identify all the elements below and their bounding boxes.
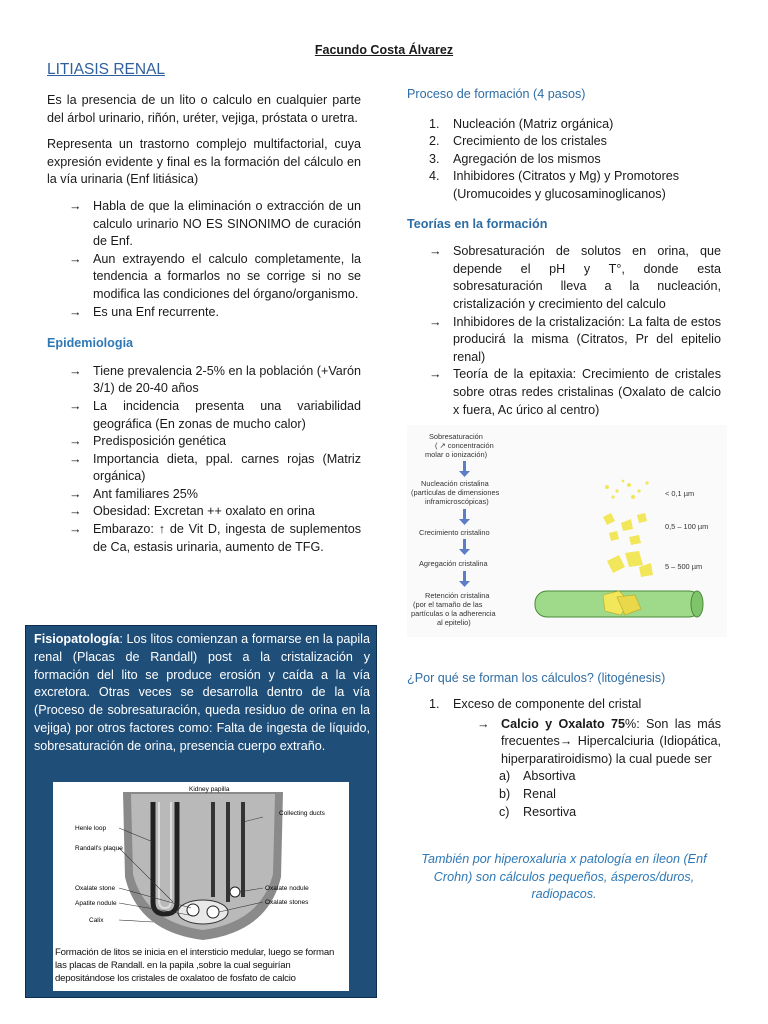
label-randall-plaque: Randall's plaque	[75, 845, 123, 852]
calcio-oxalato-list	[477, 716, 721, 769]
hipercalciuria-types	[499, 768, 721, 821]
fisiopatologia-text	[34, 631, 370, 756]
intro-paragraph-2: Representa un trastorno complejo multifactorial, cuya expresión evidente y final es la formación del cálculo en la vía urinaria (Enf litiásica)	[47, 137, 361, 187]
svg-text:al epitelio): al epitelio)	[437, 618, 471, 627]
svg-text:inframicroscópicas): inframicroscópicas)	[425, 497, 489, 506]
svg-text:Nucleación cristalina: Nucleación cristalina	[421, 479, 489, 488]
list-item: → Inhibidores de la cristalización: La falta de estos producirá la misma (Citratos, Pr del epitelio renal)	[429, 314, 721, 367]
litogenesis-section	[407, 696, 721, 821]
label-collecting-ducts: Collecting ducts	[279, 810, 325, 817]
proceso-list	[429, 116, 721, 204]
svg-text:Agregación cristalina: Agregación cristalina	[419, 559, 488, 568]
svg-text:5 – 500 µm: 5 – 500 µm	[665, 562, 703, 571]
label-apatite-nodule: Apatite nodule	[75, 900, 117, 907]
intro-paragraph-1: Es la presencia de un lito o calculo en cualquier parte del árbol urinario, riñón, uréter, vejiga, próstata o uretra.	[47, 93, 361, 125]
right-column	[407, 86, 721, 429]
list-item: 4. Inhibidores (Citratos y Mg) y Promotores (Uromucoides y glucosaminoglicanos)	[429, 169, 680, 201]
teorias-heading: Teorías en la formación	[407, 216, 548, 231]
author-name: Facundo Costa Álvarez	[314, 43, 454, 57]
page-title: LITIASIS RENAL	[47, 61, 166, 78]
calcio-oxalato-bold: Calcio y Oxalato 75	[501, 716, 625, 731]
svg-text:Retención cristalina: Retención cristalina	[425, 591, 490, 600]
list-item: 1. Exceso de componente del cristal	[429, 697, 642, 711]
papilla-illustration	[53, 782, 349, 946]
proceso-heading: Proceso de formación (4 pasos)	[407, 87, 586, 101]
fisiopatologia-label: Fisiopatología	[34, 632, 120, 646]
label-henle-loop: Henle loop	[75, 825, 107, 832]
label-oxalate-nodule: Oxalate nodule	[265, 885, 309, 892]
epidemiologia-heading: Epidemiologia	[47, 336, 134, 351]
crystal-formation-illustration	[407, 425, 727, 637]
svg-text:0,5 – 100 µm: 0,5 – 100 µm	[665, 522, 709, 531]
list-item: → Teoría de la epitaxia: Crecimiento de cristales sobre otras redes cristalinas (Oxalato de calcio x fuera, Ac úrico al centro)	[429, 366, 721, 419]
fisiopatologia-body: : Los litos comienzan a formarse en la papila renal (Placas de Randall) post a la cristalización y formación del lito se produce erosión y caída a la vía excretora. Otras veces se desarrolla dentro de la vía (Proceso de sobresaturación, queda residuo de orina en la vejiga) por otros factores como: Falta de ingesta de líquido, sobresaturación de orina, presencia cuerpo extraño.	[34, 632, 370, 753]
list-item: → Sobresaturación de solutos en orina, que depende el pH y T°, donde esta sobresaturación lleva a la nucleación, cristalización y crecimiento del calculo	[429, 243, 721, 313]
teorias-list	[429, 243, 721, 419]
list-item: 3. Agregación de los mismos	[429, 151, 601, 166]
list-item: c) Resortiva	[499, 804, 577, 819]
list-item: b) Renal	[499, 786, 556, 801]
intro-points	[69, 198, 361, 321]
svg-text:( ↗ concentración: ( ↗ concentración	[435, 441, 494, 450]
list-item: → Embarazo: ↑ de Vit D, ingesta de suplementos de Ca, estasis urinaria, aumento de TFG.	[69, 521, 361, 556]
fisiopatologia-box	[25, 625, 377, 998]
list-item: → Aun extrayendo el calculo completamente, la tendencia a formarlos no se corrige si no se modifica las condiciones del órgano/organismo.	[69, 251, 361, 304]
label-oxalate-stone: Oxalate stone	[75, 885, 116, 892]
randall-plaque-figure	[53, 782, 349, 991]
svg-text:Crecimiento cristalino: Crecimiento cristalino	[419, 528, 490, 537]
hiperoxaluria-note: También por hiperoxaluria x patología en íleon (Enf Crohn) son cálculos pequeños, ásperos/duros, radiopacos.	[421, 852, 707, 902]
label-calix: Calix	[89, 917, 104, 924]
label-kidney-papilla: Kidney papilla	[189, 786, 230, 793]
list-item: → Calcio y Oxalato 75%: Son las más frecuentes→ Hipercalciuria (Idiopática, hiperparatiroidismo) la cual puede ser	[477, 716, 721, 769]
formation-diagram	[407, 425, 727, 637]
epidemiologia-list	[69, 363, 361, 557]
litogenesis-heading: ¿Por qué se forman los cálculos? (litogénesis)	[407, 671, 666, 685]
list-item: → Obesidad: Excretan ++ oxalato en orina	[69, 503, 361, 521]
list-item: → Habla de que la eliminación o extracción de un calculo urinario NO ES SINONIMO de curación de Enf.	[69, 198, 361, 251]
list-item: → Importancia dieta, ppal. carnes rojas (Matriz orgánica)	[69, 451, 361, 486]
figure-caption: Formación de litos se inicia en el intersticio medular, luego se forman las placas de Randall. en la papila ,sobre la cual seguirían depositándose los cristales de oxalatoo de fosfato de calcio	[55, 947, 335, 984]
list-item: a) Absortiva	[499, 769, 576, 784]
list-item: → Es una Enf recurrente.	[69, 304, 361, 322]
list-item: → La incidencia presenta una variabilidad geográfica (En zonas de mucho calor)	[69, 398, 361, 433]
list-item: 1. Nucleación (Matriz orgánica)	[429, 116, 614, 131]
list-item: 2. Crecimiento de los cristales	[429, 134, 607, 149]
left-column	[47, 92, 361, 566]
list-item: → Predisposición genética	[69, 433, 361, 451]
list-item: → Tiene prevalencia 2-5% en la población (+Varón 3/1) de 20-40 años	[69, 363, 361, 398]
svg-text:< 0,1 µm: < 0,1 µm	[665, 489, 695, 498]
svg-text:partículas o la adherencia: partículas o la adherencia	[411, 609, 496, 618]
label-oxalate-stones: Oxalate stones	[265, 899, 309, 906]
svg-text:(por el tamaño de las: (por el tamaño de las	[413, 600, 483, 609]
svg-text:Sobresaturación: Sobresaturación	[429, 432, 483, 441]
list-item: → Ant familiares 25%	[69, 486, 361, 504]
svg-text:(partículas de dimensiones: (partículas de dimensiones	[411, 488, 500, 497]
litogenesis-list	[429, 696, 721, 714]
svg-text:molar o ionización): molar o ionización)	[425, 450, 488, 459]
